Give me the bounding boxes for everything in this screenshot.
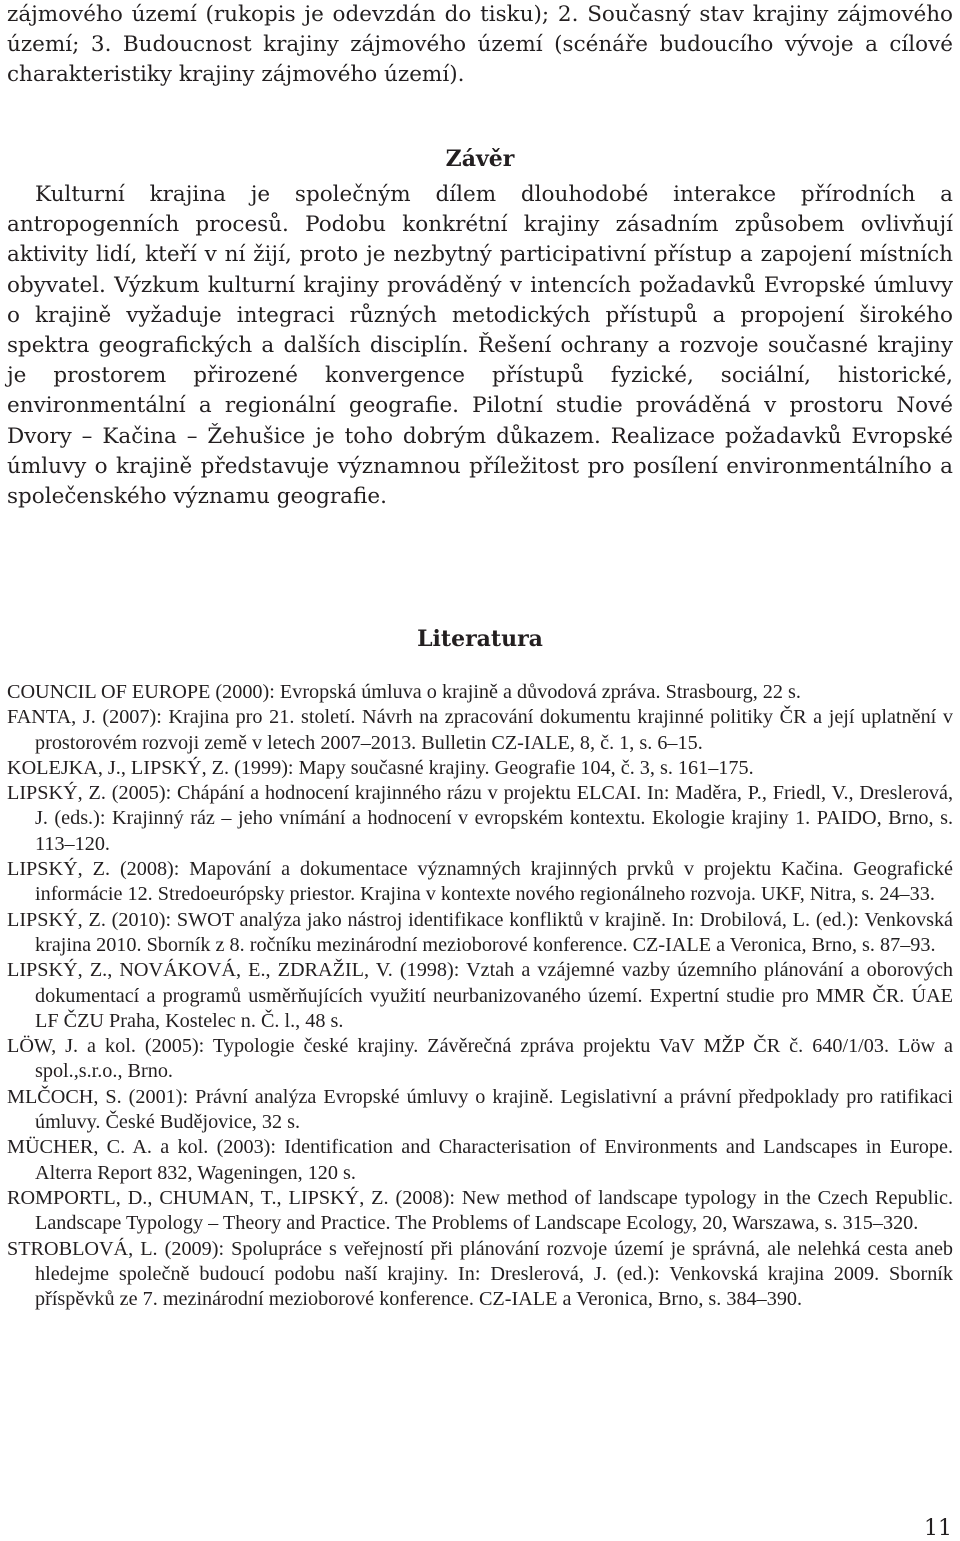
reference-item: LIPSKÝ, Z., NOVÁKOVÁ, E., ZDRAŽIL, V. (1998): Vztah a vzájemné vazby územního plánování a oborových dokumentací a programů usměrňujících využití neurbanizovaného území. Expertní studie pro MMR ČR. ÚAE LF ČZU Praha, Kostelec n. Č. l., 48 s. xyxy=(7,959,953,1032)
reference-item: LIPSKÝ, Z. (2005): Chápání a hodnocení krajinného rázu v projektu ELCAI. In: Maděra, P., Friedl, V., Dreslerová, J. (eds.): Krajinný ráz – jeho vnímání a hodnocení v evropském kontextu. Ekologie krajiny 1. PAIDO, Brno, s. 113–120. xyxy=(7,782,953,855)
reference-item: LIPSKÝ, Z. (2010): SWOT analýza jako nástroj identifikace konfliktů v krajině. In: Drobilová, L. (ed.): Venkovská krajina 2010. Sborník z 8. ročníku mezinárodní mezioborové konference. CZ-IALE a Veronica, Brno, s. 87–93. xyxy=(7,908,953,956)
intro-paragraph: zájmového území (rukopis je odevzdán do tisku); 2. Současný stav krajiny zájmového území; 3. Budoucnost krajiny zájmového území (scénáře budoucího vývoje a cílové charakteristiky krajiny zájmového území). xyxy=(7,2,953,88)
reference-item: COUNCIL OF EUROPE (2000): Evropská úmluva o krajině a důvodová zpráva. Strasbourg, 22 s. xyxy=(7,681,801,703)
reference-item: STROBLOVÁ, L. (2009): Spolupráce s veřejností při plánování rozvoje území je správná, ale nelehká cesta aneb hledejme společně budoucí podobu naší krajiny. In: Dreslerová, J. (ed.): Venkovská krajina 2009. Sborník příspěvků ze 7. mezinárodní mezioborové konference. CZ-IALE a Veronica, Brno, s. 384–390. xyxy=(7,1237,953,1311)
reference-item: ROMPORTL, D., CHUMAN, T., LIPSKÝ, Z. (2008): New method of landscape typology in the Czech Republic. Landscape Typology – Theory and Practice. The Problems of Landscape Ecology, 20, Warszawa, s. 315–320. xyxy=(7,1186,953,1235)
conclusion-heading: Závěr xyxy=(445,146,515,172)
literature-heading: Literatura xyxy=(417,626,543,652)
reference-item: KOLEJKA, J., LIPSKÝ, Z. (1999): Mapy současné krajiny. Geografie 104, č. 3, s. 161–175. xyxy=(7,756,754,779)
page-number: 11 xyxy=(924,1516,952,1541)
reference-item: MÜCHER, C. A. a kol. (2003): Identification and Characterisation of Environments and Landscapes in Europe. Alterra Report 832, Wageningen, 120 s. xyxy=(7,1136,953,1184)
conclusion-paragraph: Kulturní krajina je společným dílem dlouhodobé interakce přírodních a antropogenních procesů. Podobu konkrétní krajiny zásadním způsobem ovlivňují aktivity lidí, kteří v ní žijí, proto je nezbytný participativní přístup a zapojení místních obyvatel. Výzkum kulturní krajiny prováděný v intencích požadavků Evropské úmluvy o krajině vyžaduje integraci různých metodických přístupů a propojení širokého spektra geografických a dalších disciplín. Řešení ochrany a rozvoje současné krajiny je prostorem přirozené konvergence přístupů fyzické, sociální, historické, environmentální a regionální geografie. Pilotní studie prováděná v prostoru Nové Dvory – Kačina – Žehušice je toho dobrým důkazem. Realizace požadavků Evropské úmluvy o krajině představuje významnou příležitost pro posílení environmentálního a společenského významu geografie. xyxy=(7,182,953,510)
reference-item: LIPSKÝ, Z. (2008): Mapování a dokumentace významných krajinných prvků v projektu Kačina. Geografické informácie 12. Stredoeurópsky priestor. Krajina v kontexte nového regionálneho rozvoja. UKF, Nitra, s. 24–33. xyxy=(7,858,953,906)
reference-item: FANTA, J. (2007): Krajina pro 21. století. Návrh na zpracování dokumentu krajinné politiky ČR a její uplatnění v prostorovém rozvoji země v letech 2007–2013. Bulletin CZ-IALE, 8, č. 1, s. 6–15. xyxy=(7,706,953,754)
reference-item: LÖW, J. a kol. (2005): Typologie české krajiny. Závěrečná zpráva projektu VaV MŽP ČR č. 640/1/03. Löw a spol.,s.r.o., Brno. xyxy=(7,1035,953,1083)
reference-list xyxy=(7,680,953,1312)
document-page xyxy=(7,0,953,1311)
reference-item: MLČOCH, S. (2001): Právní analýza Evropské úmluvy o krajině. Legislativní a právní předpoklady pro ratifikaci úmluvy. České Budějovice, 32 s. xyxy=(7,1085,953,1134)
